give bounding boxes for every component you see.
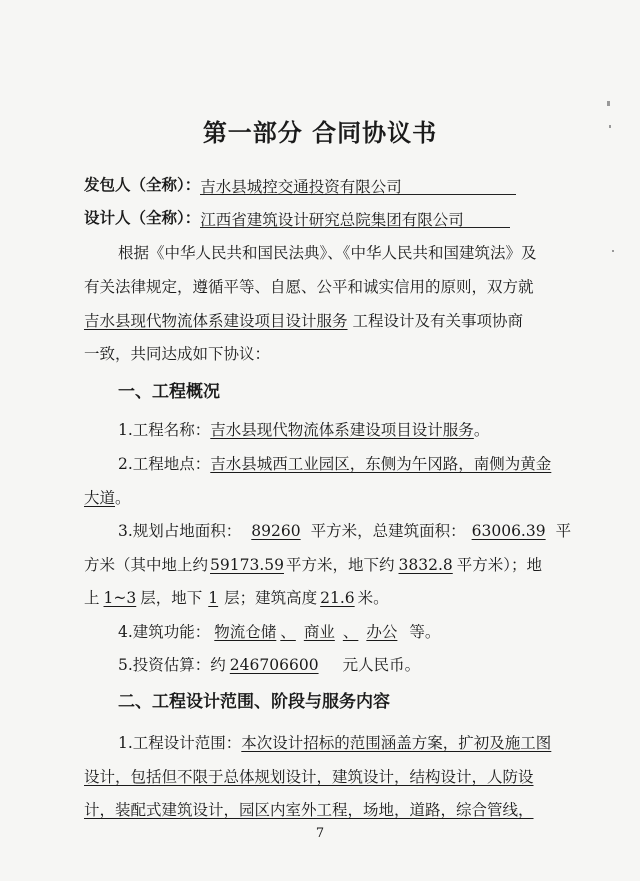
employer-field bbox=[200, 177, 516, 195]
above-ground-area: 59173.59 bbox=[210, 556, 284, 574]
area-label: 3.规划占地面积： bbox=[118, 522, 242, 540]
area-mid: 平方米，总建筑面积： bbox=[310, 522, 466, 540]
project-name: 吉水县现代物流体系建设项目设计服务 bbox=[84, 312, 348, 330]
area-unit: 平 bbox=[555, 522, 572, 540]
scan-speck bbox=[609, 125, 611, 128]
investment-line bbox=[118, 655, 420, 675]
employer-label: 发包人（全称）： bbox=[84, 175, 201, 194]
scan-speck bbox=[607, 101, 610, 106]
scope-line-3 bbox=[84, 800, 534, 820]
investment-value: 246706600 bbox=[229, 656, 319, 674]
scope-value-1: 本次设计招标的范围涵盖方案，扩初及施工图 bbox=[241, 734, 552, 752]
designer-value: 江西省建筑设计研究总院集团有限公司 bbox=[200, 211, 464, 229]
scope-line-2 bbox=[84, 767, 534, 787]
function-sep-2: 、 bbox=[342, 623, 359, 641]
investment-label: 5.投资估算：约 bbox=[118, 656, 226, 674]
intro-line-1: 根据《中华人民共和国民法典》、《中华人民共和国建筑法》及 bbox=[118, 244, 537, 262]
function-label: 4.建筑功能： bbox=[118, 623, 211, 641]
building-height: 21.6 bbox=[320, 589, 355, 607]
area-line-3-a: 上 bbox=[84, 589, 100, 607]
section-2-heading: 二、工程设计范围、阶段与服务内容 bbox=[118, 692, 390, 712]
page-title: 第一部分 合同协议书 bbox=[202, 118, 438, 147]
scope-value-2: 设计，包括但不限于总体规划设计，建筑设计，结构设计，人防设 bbox=[84, 768, 534, 786]
site-value-1: 吉水县城西工业园区，东侧为午冈路，南侧为黄金 bbox=[210, 455, 552, 473]
scan-speck bbox=[612, 250, 614, 252]
site-line-2 bbox=[84, 488, 131, 508]
intro-line-4: 一致，共同达成如下协议： bbox=[84, 345, 271, 363]
page-number: 7 bbox=[315, 826, 325, 841]
area-line-2 bbox=[84, 555, 542, 575]
floors-below: 1 bbox=[208, 589, 219, 607]
area-line-3 bbox=[84, 588, 389, 608]
project-name-label: 1.工程名称： bbox=[118, 421, 211, 439]
scope-label: 1.工程设计范围： bbox=[118, 734, 242, 752]
site-value-2: 大道 bbox=[84, 489, 116, 507]
designer-label: 设计人（全称）： bbox=[84, 208, 201, 227]
area-line-2-c: 平方米）；地 bbox=[456, 556, 543, 574]
intro-line-3 bbox=[84, 311, 523, 331]
section-1-heading: 一、工程概况 bbox=[118, 382, 220, 402]
intro-line-3-rest: 工程设计及有关事项协商 bbox=[352, 312, 523, 330]
floors-above: 1~3 bbox=[103, 589, 137, 607]
employer-line bbox=[84, 175, 516, 195]
site-line-1 bbox=[118, 454, 551, 474]
employer-value: 吉水县城控交通投资有限公司 bbox=[200, 178, 402, 196]
area-line-2-b: 平方米，地下约 bbox=[285, 556, 395, 574]
total-area: 63006.39 bbox=[471, 522, 546, 540]
area-line-3-b: 层，地下 bbox=[140, 589, 203, 607]
scope-line-1 bbox=[118, 733, 551, 753]
area-line-3-c: 层；建筑高度 bbox=[224, 589, 318, 607]
designer-field bbox=[200, 210, 510, 228]
area-line-1 bbox=[118, 521, 571, 541]
scope-value-3: 计，装配式建筑设计，园区内室外工程，场地，道路，综合管线， bbox=[84, 801, 534, 819]
project-name-end: 。 bbox=[473, 421, 490, 439]
function-3: 办公 bbox=[366, 623, 398, 641]
below-ground-area: 3832.8 bbox=[398, 556, 453, 574]
site-label: 2.工程地点： bbox=[118, 455, 211, 473]
site-end: 。 bbox=[115, 489, 131, 507]
function-line bbox=[118, 622, 440, 642]
intro-line-2: 有关法律规定，遵循平等、自愿、公平和诚实信用的原则，双方就 bbox=[84, 278, 534, 296]
function-end: 等。 bbox=[409, 623, 441, 641]
area-line-3-d: 米。 bbox=[357, 589, 389, 607]
area-line-2-a: 方米（其中地上约 bbox=[84, 556, 209, 574]
function-1: 物流仓储 bbox=[214, 623, 277, 641]
land-area: 89260 bbox=[251, 522, 301, 540]
project-name-line bbox=[118, 420, 489, 440]
function-sep-1: 、 bbox=[280, 623, 296, 641]
designer-line bbox=[84, 208, 510, 228]
investment-unit: 元人民币。 bbox=[342, 656, 421, 674]
project-name-value: 吉水县现代物流体系建设项目设计服务 bbox=[210, 421, 474, 439]
function-2: 商业 bbox=[303, 623, 335, 641]
